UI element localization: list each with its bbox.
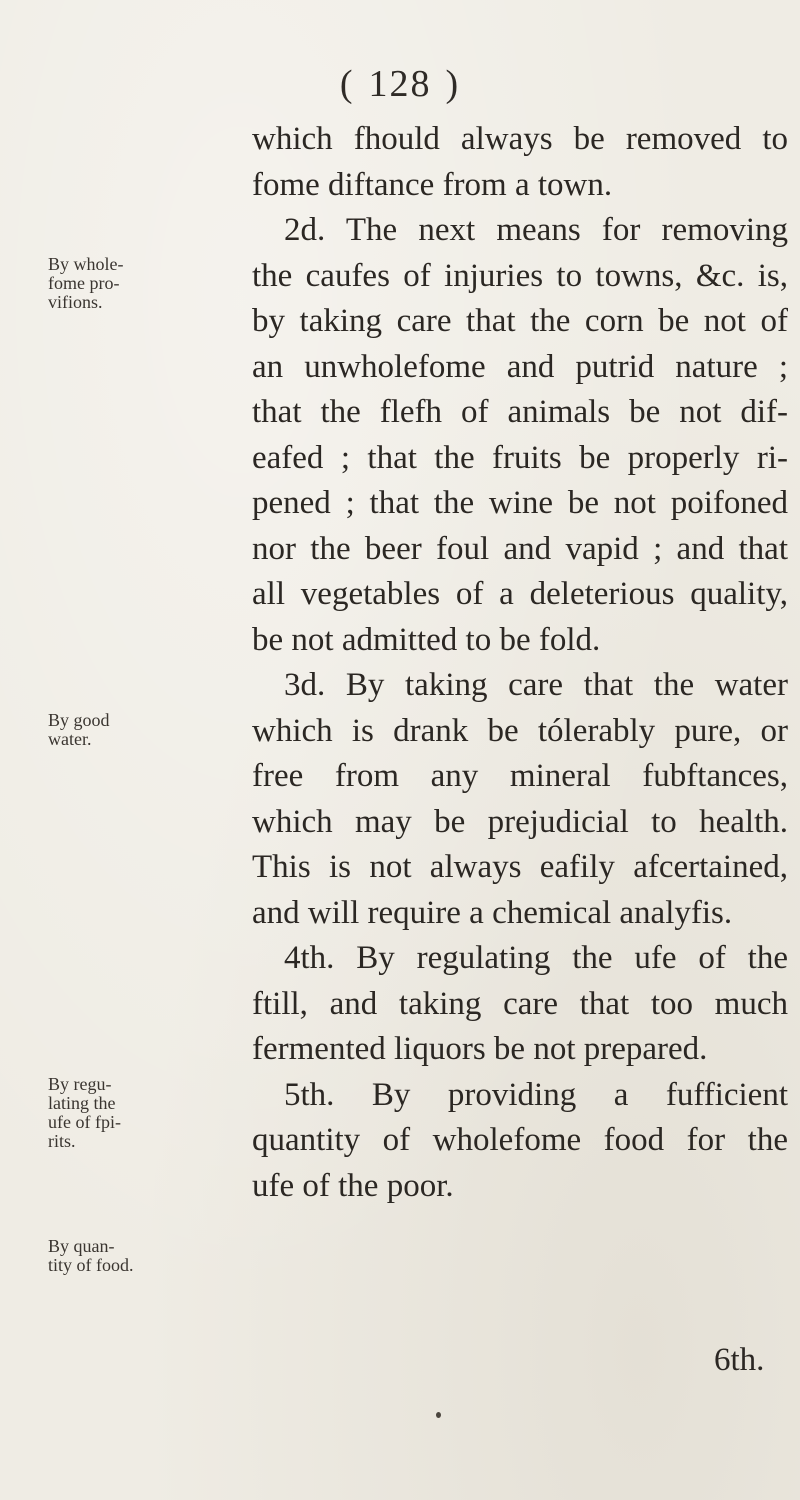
catchword: 6th. (714, 1342, 765, 1378)
margin-note-line: lating the (48, 1093, 116, 1113)
body-line: nor the beer foul and vapid ; and that (252, 530, 788, 567)
margin-note-line: By regu- (48, 1074, 112, 1094)
margin-note-line: vifions. (48, 292, 103, 312)
body-line: and will require a chemical analyfis. (252, 894, 733, 931)
margin-note-quantity-food (48, 1237, 158, 1275)
margin-note-line: By whole- (48, 254, 124, 274)
body-text (252, 117, 788, 1209)
body-line: pened ; that the wine be not poifoned (252, 485, 788, 521)
body-line: free from any mineral fubftances, (252, 758, 788, 794)
margin-note-line: By good (48, 710, 110, 730)
header-close-paren: ) (445, 63, 461, 105)
body-line: which fhould always be removed to (252, 121, 788, 157)
body-line: quantity of wholefome food for the (252, 1122, 788, 1158)
page-header (0, 62, 800, 106)
body-line: eafed ; that the fruits be properly ri- (252, 439, 788, 476)
body-line: by taking care that the corn be not of (252, 303, 788, 339)
body-line: 5th. By providing a fufficient (284, 1076, 788, 1113)
margin-note-line: tity of food. (48, 1255, 134, 1275)
body-line: that the flefh of animals be not dif- (252, 394, 788, 430)
body-line: all vegetables of a deleterious quality, (252, 576, 788, 612)
margin-note-line: fome pro- (48, 273, 120, 293)
body-line: ufe of the poor. (252, 1167, 454, 1204)
margin-note-line: water. (48, 729, 92, 749)
body-line: which may be prejudicial to health. (252, 803, 788, 840)
header-open-paren: ( (339, 63, 355, 105)
body-line: 2d. The next means for removing (284, 212, 788, 248)
margin-note-line: ufe of fpi- (48, 1112, 121, 1132)
margin-note-line: By quan- (48, 1236, 115, 1256)
body-line: 3d. By taking care that the water (284, 667, 788, 703)
margin-note-spirits (48, 1075, 158, 1151)
body-line: ftill, and taking care that too much (252, 985, 788, 1022)
margin-note-wholesome-provisions (48, 255, 158, 312)
body-line: fermented liquors be not prepared. (252, 1031, 708, 1067)
body-line: be not admitted to be fold. (252, 621, 601, 658)
body-line: 4th. By regulating the ufe of the (284, 940, 788, 976)
margin-note-good-water (48, 711, 158, 749)
page-number: 128 (368, 63, 432, 105)
body-line: fome diftance from a town. (252, 166, 613, 203)
body-line: which is drank be tólerably pure, or (252, 712, 788, 749)
body-line: This is not always eafily afcertained, (252, 849, 788, 885)
ink-speck (436, 1412, 441, 1418)
body-line: the caufes of injuries to towns, &c. is, (252, 257, 788, 294)
margin-note-line: rits. (48, 1131, 76, 1151)
body-line: an unwholefome and putrid nature ; (252, 348, 788, 385)
